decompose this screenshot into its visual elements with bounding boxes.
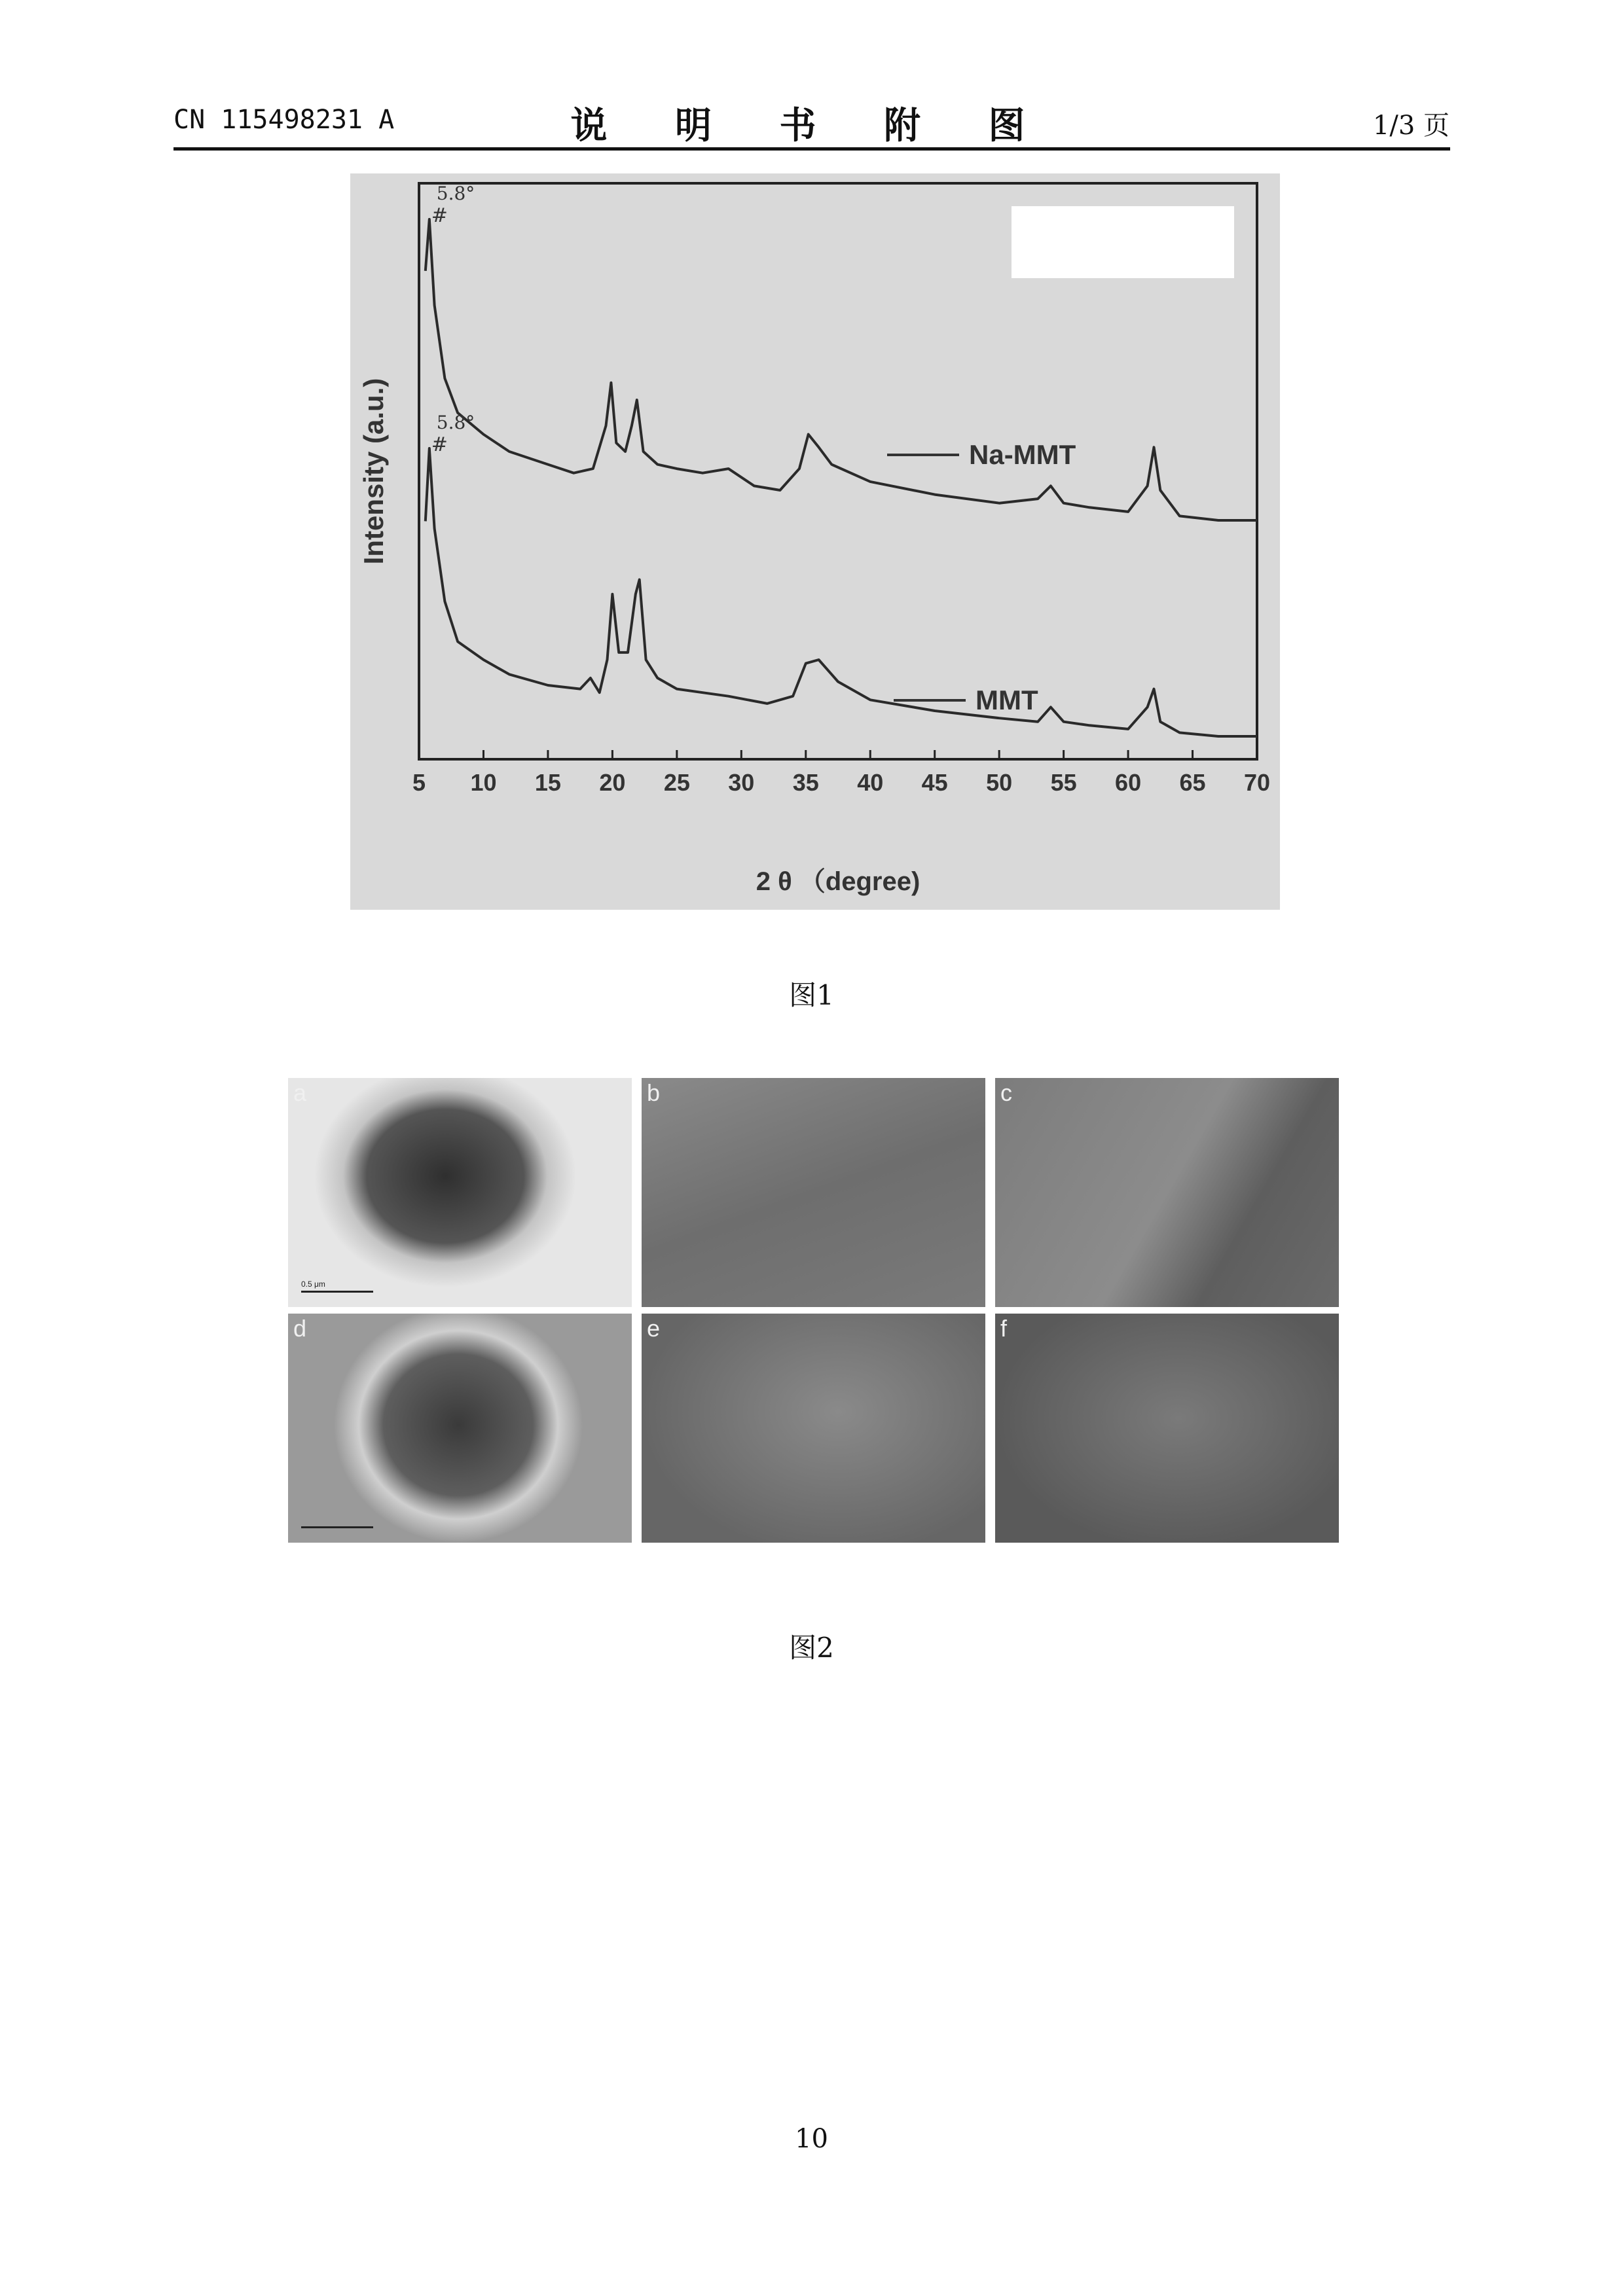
figure-2-grid: [288, 1078, 1339, 1549]
peak-marker: #: [431, 204, 448, 227]
x-tick-label: 25: [663, 769, 690, 796]
panel-label-e: e: [647, 1315, 661, 1342]
panel-label-a: a: [293, 1079, 307, 1106]
x-tick-label: 50: [986, 769, 1013, 796]
legend-label: Na-MMT: [969, 439, 1076, 470]
panel-label-b: b: [647, 1079, 661, 1106]
x-tick-label: 15: [534, 769, 561, 796]
panel-label-d: d: [293, 1315, 307, 1342]
figure-1-caption: 图1: [789, 979, 834, 1011]
scale-bar: [301, 1291, 373, 1293]
tem-panel-f: [995, 1314, 1339, 1543]
legend-blank-box: [1012, 206, 1234, 278]
page-number: 10: [795, 2124, 828, 2154]
series-line-mmt: [426, 448, 1257, 736]
tem-panel-b: [642, 1078, 985, 1307]
peak-annotation: 5.8°: [436, 183, 475, 204]
tem-panel-d: [288, 1314, 632, 1543]
tem-panel-c: [995, 1078, 1339, 1307]
legend-label: MMT: [976, 685, 1038, 715]
page-indicator: 1/3 页: [1372, 111, 1450, 141]
figure-1-chart: [350, 173, 1280, 910]
page-title: 说 明 书 附 图: [570, 105, 1053, 147]
x-tick-label: 60: [1115, 769, 1142, 796]
panel-label-c: c: [1000, 1079, 1012, 1106]
scale-bar-label: 0.5 μm: [301, 1280, 325, 1289]
figure-2-caption: 图2: [789, 1632, 834, 1664]
x-tick-label: 70: [1243, 769, 1271, 796]
xrd-chart-svg: [350, 173, 1280, 910]
annotation-group: [431, 183, 475, 456]
x-tick-label: 40: [857, 769, 884, 796]
series-group: [426, 219, 1257, 736]
patent-number: CN 115498231 A: [173, 105, 395, 135]
x-tick-label: 5: [412, 769, 426, 796]
header-rule: [173, 147, 1450, 151]
x-tick-label: 30: [728, 769, 755, 796]
x-tick-label: 45: [921, 769, 948, 796]
x-tick-label: 55: [1050, 769, 1077, 796]
tem-panel-a: [288, 1078, 632, 1307]
x-tick-label: 20: [599, 769, 626, 796]
x-tick-label: 65: [1179, 769, 1206, 796]
legend-group: [887, 439, 1076, 715]
peak-marker: #: [431, 433, 448, 456]
x-axis-label: 2 θ （degree): [756, 867, 921, 896]
panel-label-f: f: [1000, 1315, 1008, 1342]
tem-panel-e: [642, 1314, 985, 1543]
x-tick-group: [412, 750, 1270, 796]
x-tick-label: 35: [792, 769, 819, 796]
y-axis-label: Intensity (a.u.): [358, 378, 389, 565]
x-tick-label: 10: [470, 769, 497, 796]
peak-annotation: 5.8°: [436, 412, 475, 433]
scale-bar: [301, 1526, 373, 1528]
